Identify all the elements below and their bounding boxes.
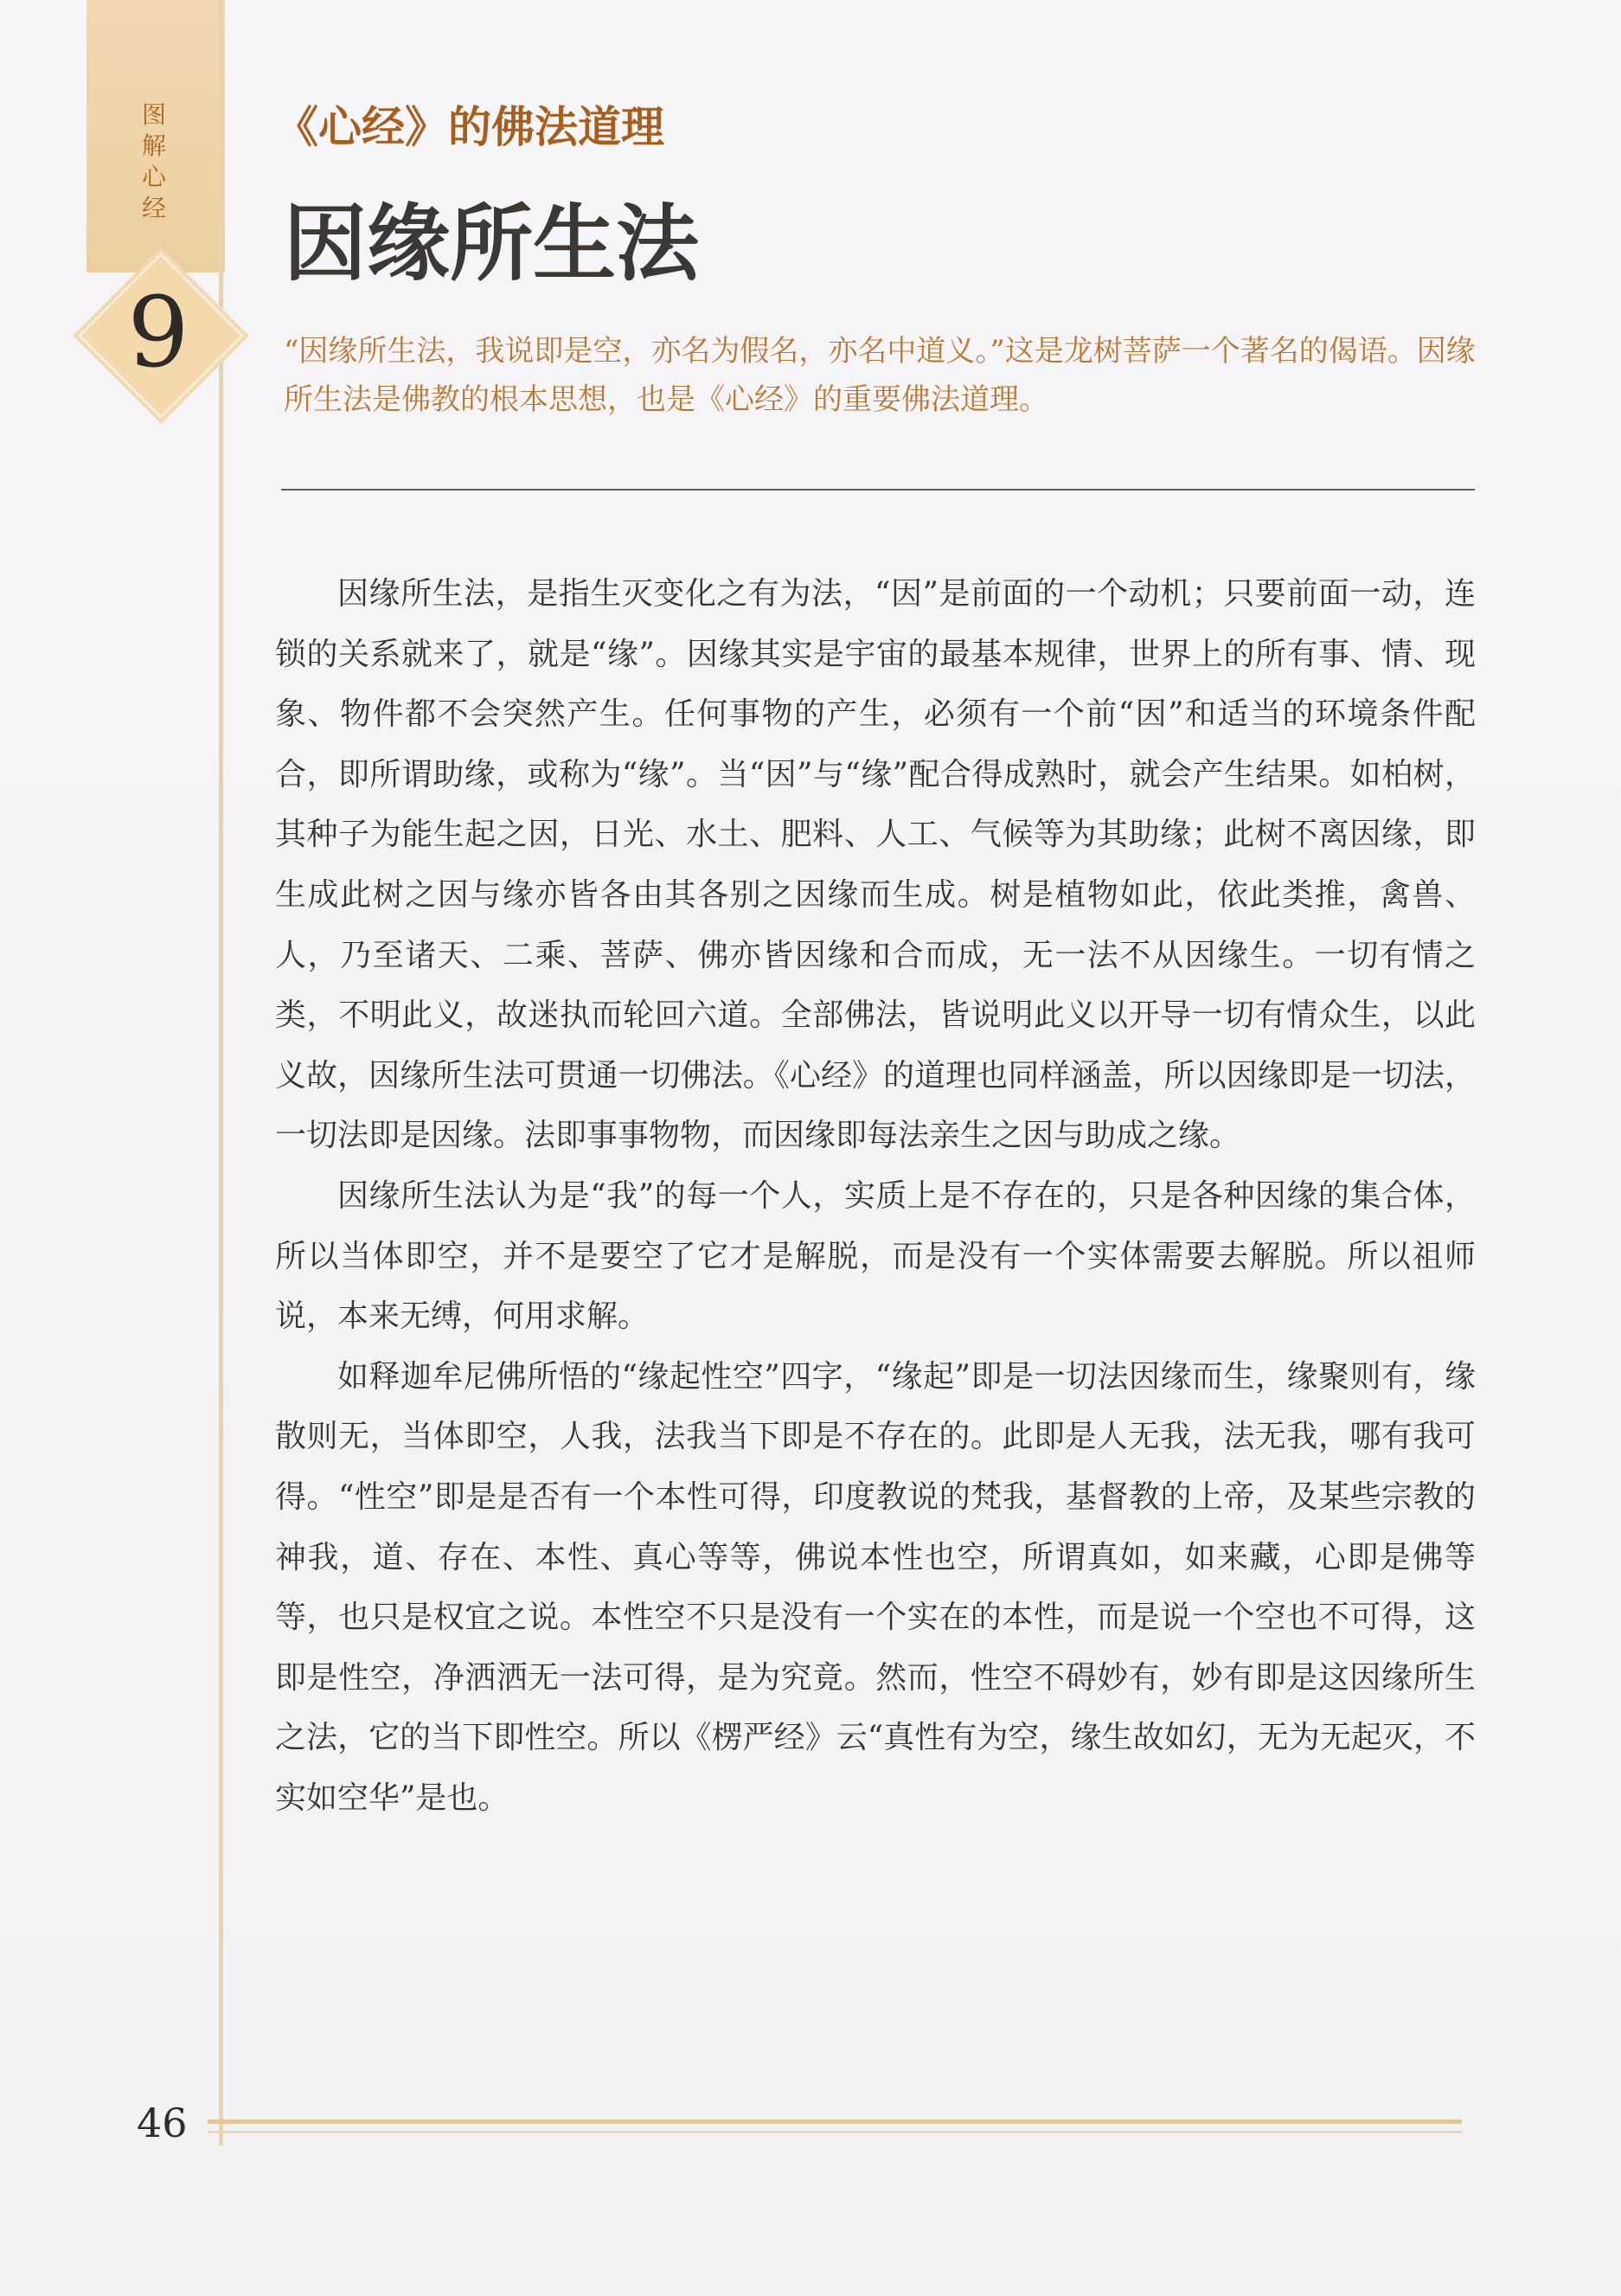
intro-quote: “因缘所生法，我说即是空，亦名为假名，亦名中道义。”这是龙树菩萨一个著名的偈语。因缘所生法是佛教的根本思想，也是《心经》的重要佛法道理。 (284, 334, 1476, 417)
body-paragraph: 如释迦牟尼佛所悟的“缘起性空”四字，“缘起”即是一切法因缘而生，缘聚则有，缘散则无，当体即空，人我，法我当下即是不存在的。此即是人无我，法无我，哪有我可得。“性空”即是是否有一个本性可得，印度教说的梵我，基督教的上帝，及某些宗教的神我，道、存在、本性、真心等等，佛说本性也空，所谓真如，如来藏，心即是佛等等，也只是权宜之说。本性空不只是没有一个实在的本性，而是说一个空也不可得，这即是性空，净洒洒无一法可得，是为究竟。然而，性空不碍妙有，妙有即是这因缘所生之法，它的当下即性空。所以《楞严经》云“真性有为空，缘生故如幻，无为无起灭，不实如空华”是也。 (275, 1358, 1476, 1816)
chapter-badge (76, 251, 240, 415)
article-body (275, 564, 1476, 1828)
chapter-number: 9 (127, 277, 189, 389)
footer-rule-secondary (208, 2131, 1462, 2133)
body-paragraph: 因缘所生法认为是“我”的每一个人，实质上是不存在的，只是各种因缘的集合体，所以当体即空，并不是要空了它才是解脱，而是没有一个实体需要去解脱。所以祖师说，本来无缚，何用求解。 (275, 1177, 1476, 1335)
book-series-label: 图解心经 (141, 100, 166, 222)
footer-rule (208, 2120, 1462, 2124)
page-number: 46 (137, 2100, 188, 2146)
page-title: 因缘所生法 (284, 196, 699, 292)
body-paragraph: 因缘所生法，是指生灭变化之有为法，“因”是前面的一个动机；只要前面一动，连锁的关系就来了，就是“缘”。因缘其实是宇宙的最基本规律，世界上的所有事、情、现象、物件都不会突然产生。任何事物的产生，必须有一个前“因”和适当的环境条件配合，即所谓助缘，或称为“缘”。当“因”与“缘”配合得成熟时，就会产生结果。如柏树，其种子为能生起之因，日光、水土、肥料、人工、气候等为其助缘；此树不离因缘，即生成此树之因与缘亦皆各由其各别之因缘而生成。树是植物如此，依此类推，禽兽、人，乃至诸天、二乘、菩萨、佛亦皆因缘和合而成，无一法不从因缘生。一切有情之类，不明此义，故迷执而轮回六道。全部佛法，皆说明此义以开导一切有情众生，以此义故，因缘所生法可贯通一切佛法。《心经》的道理也同样涵盖，所以因缘即是一切法，一切法即是因缘。法即事事物物，而因缘即每法亲生之因与助成之缘。 (275, 576, 1476, 1154)
section-title: 《心经》的佛法道理 (275, 102, 664, 152)
header-divider (281, 489, 1475, 491)
